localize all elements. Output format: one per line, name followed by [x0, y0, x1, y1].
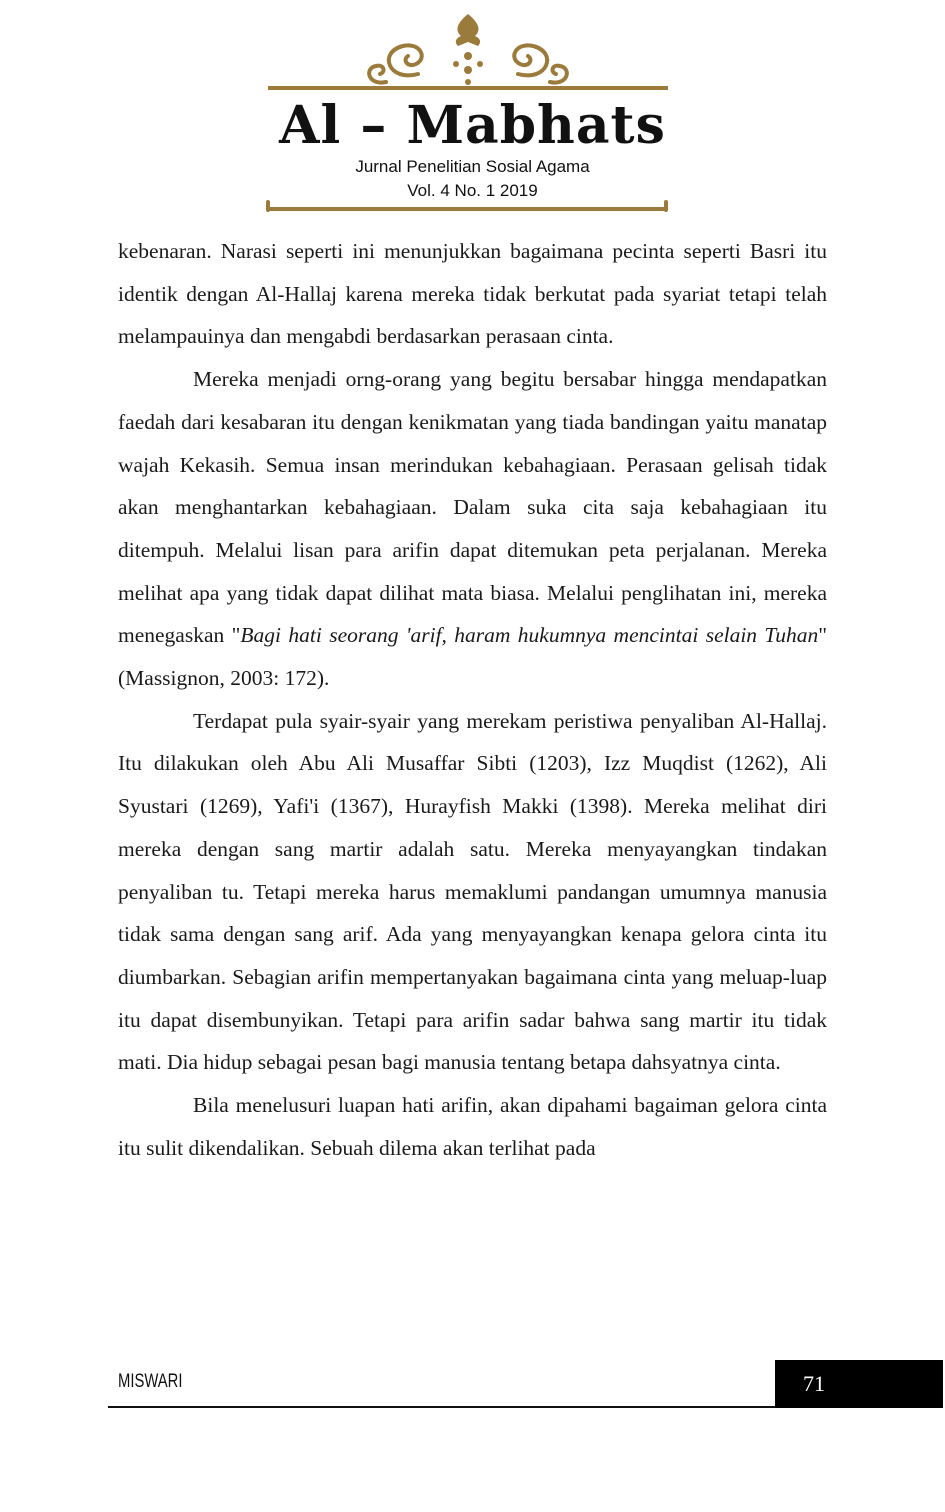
page-number-box: [775, 1360, 943, 1408]
paragraph-2-text: Mereka menjadi orng-orang yang begitu bersabar hingga mendapatkan faedah dari kesabaran itu dengan kenikmatan yang tiada bandingan yaitu manatap wajah Kekasih. Semua insan merindukan kebahagiaan. Perasaan gelisah tidak akan menghantarkan kebahagiaan. Dalam suka cita saja kebahagiaan itu ditempuh. Melalui lisan para arifin dapat ditemukan peta perjalanan. Mereka melihat apa yang tidak dapat dilihat mata biasa. Melalui penglihatan ini, mereka menegaskan ": [118, 367, 827, 648]
header-bottom-rule: [266, 200, 668, 214]
journal-title: Al – Mabhats: [279, 95, 666, 156]
article-body: [118, 230, 827, 1169]
paragraph-3: Terdapat pula syair-syair yang merekam peristiwa penyaliban Al-Hallaj. Itu dilakukan oleh Abu Ali Musaffar Sibti (1203), Izz Muqdist (1262), Ali Syustari (1269), Yafi'i (1367), Hurayfish Makki (1398). Mereka melihat diri mereka dengan sang martir adalah satu. Mereka menyayangkan tindakan penyaliban tu. Tetapi mereka harus memaklumi pandangan umumnya manusia tidak sama dengan sang arif. Ada yang menyayangkan kenapa gelora cinta itu diumbarkan. Sebagian arifin mempertanyakan bagaimana cinta yang meluap-luap itu dapat disembunyikan. Tetapi para arifin sadar bahwa sang martir itu tidak mati. Dia hidup sebagai pesan bagi manusia tentang betapa dahsyatnya cinta.: [118, 708, 827, 1075]
ornament-icon: [268, 12, 668, 92]
quote: Bagi hati seorang 'arif, haram hukumnya mencintai selain Tuhan: [240, 623, 819, 648]
journal-subtitle: Jurnal Penelitian Sosial Agama: [355, 157, 590, 176]
footer-rule: [108, 1406, 776, 1408]
footer-author: MISWARI: [118, 1371, 183, 1392]
citation: " (Massignon, 2003: 172).: [118, 623, 827, 691]
paragraph-4: Bila menelusuri luapan hati arifin, akan dipahami bagaiman gelora cinta itu sulit dikendalikan. Sebuah dilema akan terlihat pada: [118, 1093, 827, 1160]
paragraph-2: [118, 358, 827, 700]
journal-volume: Vol. 4 No. 1 2019: [407, 181, 538, 200]
journal-header: [0, 0, 945, 220]
page-number: 71: [803, 1371, 825, 1396]
paragraph-1: kebenaran. Narasi seperti ini menunjukkan bagaimana pecinta seperti Basri itu identik dengan Al-Hallaj karena mereka tidak berkutat pada syariat tetapi telah melampauinya dan mengabdi berdasarkan perasaan cinta.: [118, 239, 827, 349]
